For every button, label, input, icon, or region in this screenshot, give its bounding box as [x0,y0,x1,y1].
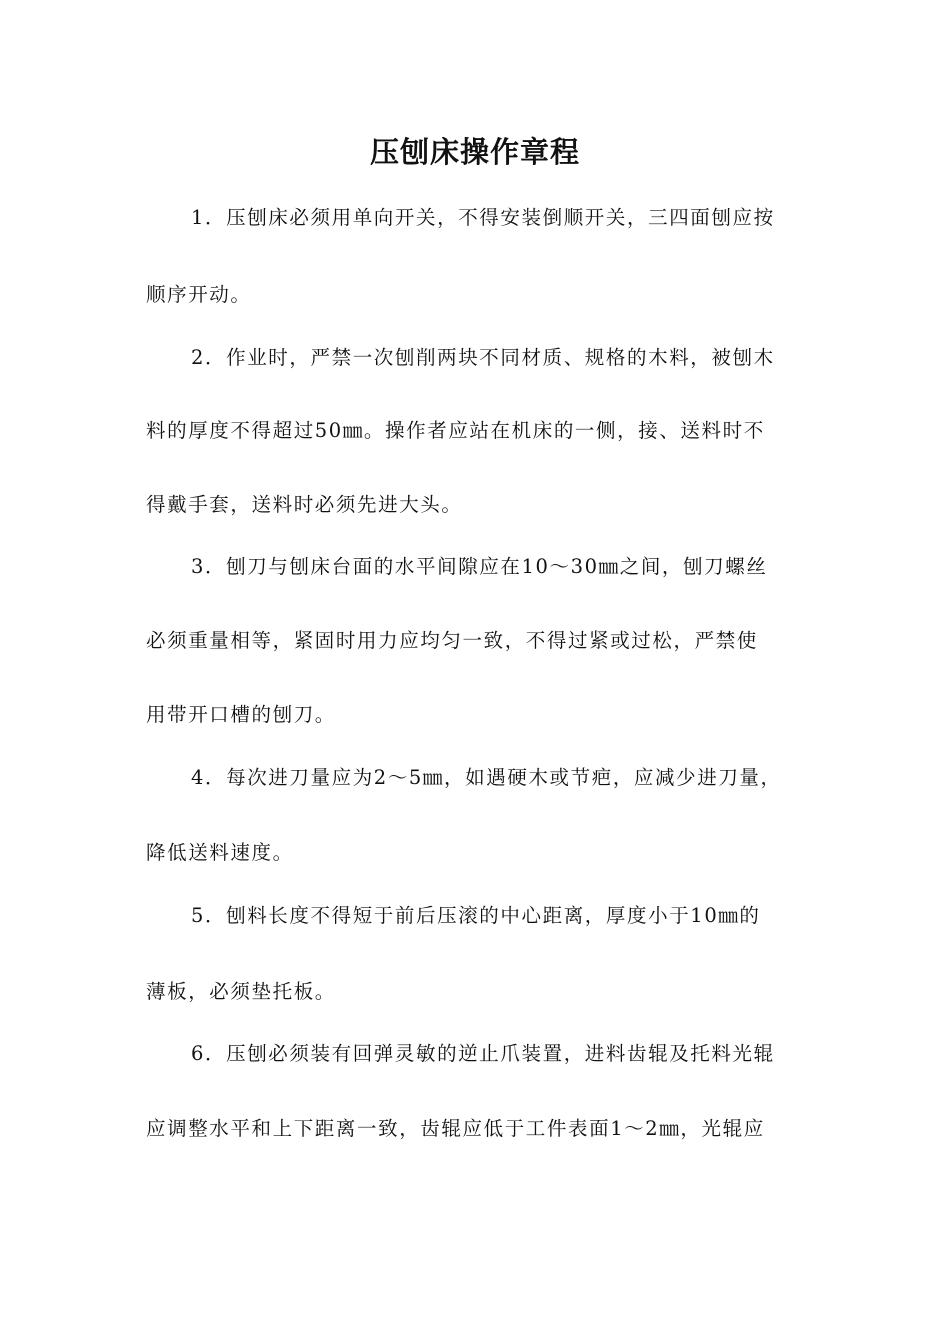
paragraph-5-line-2: 薄板，必须垫托板。 [146,980,336,1003]
paragraph-6-line-2: 应调整水平和上下距离一致，齿辊应低于工件表面1～2㎜，光辊应 [146,1117,765,1140]
paragraph-2-line-3: 得戴手套，送料时必须先进大头。 [146,493,463,516]
paragraph-4-line-1: 4．每次进刀量应为2～5㎜，如遇硬木或节疤，应减少进刀量， [191,766,782,789]
paragraph-3-line-2: 必须重量相等，紧固时用力应均匀一致，不得过紧或过松，严禁使 [146,629,758,652]
document-title: 压刨床操作章程 [369,135,580,169]
paragraph-3-line-1: 3．刨刀与刨床台面的水平间隙应在10～30㎜之间，刨刀螺丝 [191,555,768,578]
paragraph-1-line-1: 1．压刨床必须用单向开关，不得安装倒顺开关，三四面刨应按 [191,206,775,229]
paragraph-2-line-1: 2．作业时，严禁一次刨削两块不同材质、规格的木料，被刨木 [191,346,775,369]
paragraph-3-line-3: 用带开口槽的刨刀。 [146,703,336,726]
paragraph-1-line-2: 顺序开动。 [146,283,252,306]
paragraph-2-line-2: 料的厚度不得超过50㎜。操作者应站在机床的一侧，接、送料时不 [146,419,765,442]
paragraph-6-line-1: 6．压刨必须装有回弹灵敏的逆止爪装置，进料齿辊及托料光辊 [191,1042,775,1065]
paragraph-4-line-2: 降低送料速度。 [146,841,294,864]
paragraph-5-line-1: 5．刨料长度不得短于前后压滚的中心距离，厚度小于10㎜的 [191,904,761,927]
